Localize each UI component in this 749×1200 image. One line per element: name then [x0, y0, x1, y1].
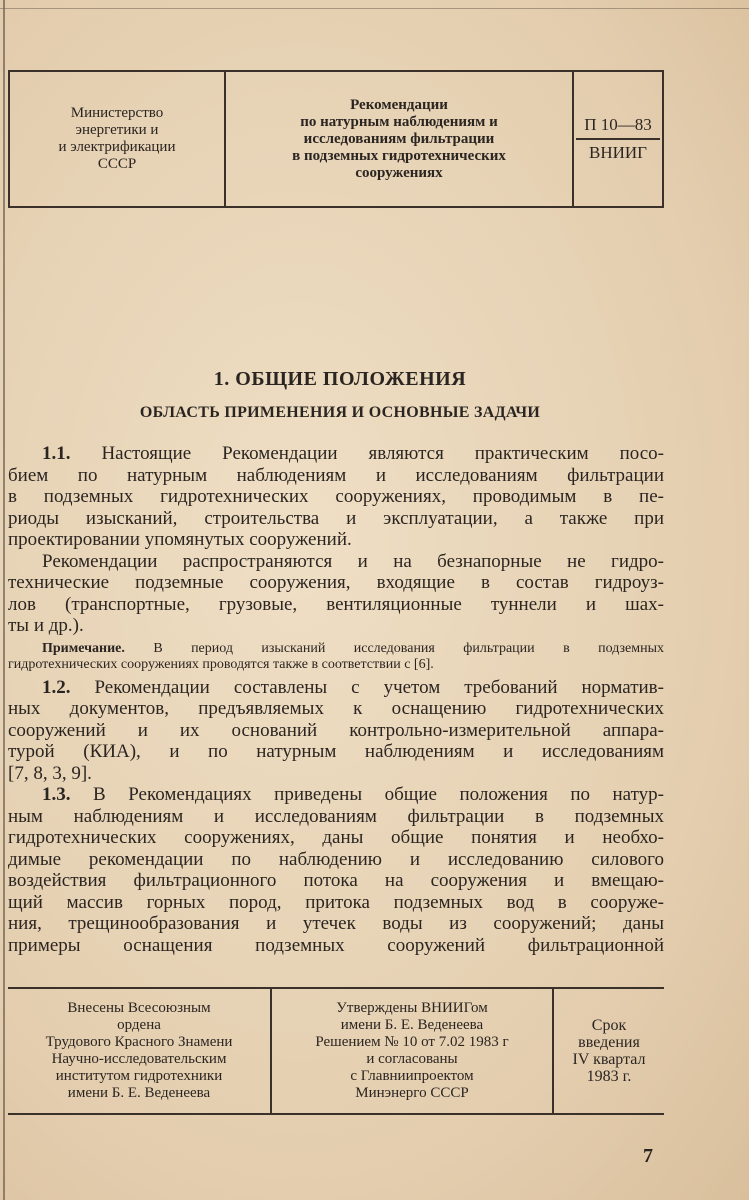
- ministry-line: и электрификации: [58, 139, 176, 155]
- note-line: гидротехнических сооружениях проводятся также в соответствии с [6].: [8, 656, 434, 672]
- submitted-line: Научно-исследовательским: [51, 1051, 227, 1067]
- title-line: по натурным наблюдениям и: [300, 113, 498, 130]
- paragraph-line: бием по натурным наблюдениям и исследованиям фильтрации: [8, 464, 664, 486]
- page-edge-line: [3, 0, 5, 1200]
- submitted-line: ордена: [117, 1017, 161, 1033]
- body-text: [8, 443, 664, 956]
- submitted-line: имени Б. Е. Веденеева: [67, 1085, 211, 1101]
- subsection-title: ОБЛАСТЬ ПРИМЕНЕНИЯ И ОСНОВНЫЕ ЗАДАЧИ: [139, 404, 541, 421]
- note: [8, 641, 664, 673]
- page-number: 7: [643, 1145, 653, 1167]
- paragraph-line: ты и др.).: [8, 615, 84, 636]
- submitted-line: Внесены Всесоюзным: [67, 1000, 211, 1016]
- term-line: Срок: [591, 1017, 627, 1034]
- paragraph-line: Рекомендации распространяются и на безнапорные не гидро-: [42, 550, 664, 572]
- paragraph-line: сооружений и их оснований контрольно-измерительной аппара-: [8, 719, 664, 741]
- paragraph-line: турой (КИА), и по натурным наблюдениям и исследованиям: [8, 741, 664, 762]
- ministry-line: СССР: [97, 156, 137, 172]
- ministry-line: энергетики и: [75, 122, 159, 138]
- paragraph-line: проектировании упомянутых сооружений.: [8, 529, 352, 550]
- paragraph-line: примеры оснащения подземных сооружений фильтрационной: [8, 934, 664, 956]
- note-line: В период изысканий исследования фильтрации в подземных: [153, 640, 664, 656]
- paragraph-number: 1.1.: [42, 443, 71, 464]
- approved-line: Утверждены ВНИИГом: [336, 1000, 488, 1016]
- term-line: IV квартал: [572, 1051, 646, 1068]
- paragraph-line: риоды изысканий, строительства и эксплуатации, а также при: [8, 507, 664, 529]
- paragraph-line: димые рекомендации по наблюдению и исследованию силового: [8, 848, 664, 870]
- paragraph-number: 1.3.: [42, 784, 71, 805]
- approved-line: имени Б. Е. Веденеева: [340, 1017, 484, 1033]
- page-top-line: [0, 8, 749, 9]
- approved-line: с Главниипроектом: [350, 1068, 474, 1084]
- paragraph-line: гидротехнических сооружениях, даны общие понятия и необхо-: [8, 827, 664, 848]
- paragraph-line: щий массив горных пород, притока подземных вод в сооруже-: [8, 891, 664, 913]
- paragraph-line: 1.1. Настоящие Рекомендации являются практическим посо-: [42, 443, 664, 464]
- title-line: в подземных гидротехнических: [292, 147, 506, 164]
- paragraph-line: 1.2. Рекомендации составлены с учетом требований норматив-: [42, 676, 664, 698]
- submitted-by-cell: [8, 989, 272, 1113]
- document-code: П 10—83: [576, 115, 660, 140]
- submitted-line: институтом гидротехники: [55, 1068, 223, 1084]
- document-org: ВНИИГ: [589, 143, 647, 162]
- paragraph-line: ния, трещинообразования и утечек воды из сооружений; даны: [8, 913, 664, 934]
- note-label: Примечание.: [42, 640, 125, 656]
- paragraph-line: ных документов, предъявляемых к оснащению гидротехнических: [8, 698, 664, 719]
- paragraph-line: [7, 8, 3, 9].: [8, 762, 92, 784]
- approved-line: Решением № 10 от 7.02 1983 г: [315, 1034, 509, 1050]
- approved-by-cell: [272, 989, 554, 1113]
- paragraph-line: 1.3. В Рекомендациях приведены общие положения по натур-: [42, 784, 665, 805]
- term-line: 1983 г.: [586, 1068, 632, 1085]
- paragraph-number: 1.2.: [42, 676, 71, 698]
- title-line: сооружениях: [355, 164, 443, 181]
- submitted-line: Трудового Красного Знамени: [45, 1034, 233, 1050]
- paragraph-line: технические подземные сооружения, входящие в состав гидроуз-: [8, 572, 664, 593]
- title-line: Рекомендации: [350, 96, 448, 113]
- paragraph-line: в подземных гидротехнических сооружениях, проводимым в пе-: [8, 486, 664, 507]
- section-title: 1. ОБЩИЕ ПОЛОЖЕНИЯ: [213, 368, 467, 390]
- document-code-cell: [574, 72, 662, 206]
- footer-table: [8, 987, 664, 1115]
- term-line: введения: [578, 1034, 640, 1051]
- paragraph-line: воздействия фильтрационного потока на сооружения и вмещаю-: [8, 870, 664, 891]
- effective-date-cell: [554, 989, 664, 1113]
- paragraph-line: лов (транспортные, грузовые, вентиляционные туннели и шах-: [8, 593, 664, 615]
- header-table: [8, 70, 664, 208]
- approved-line: Минэнерго СССР: [355, 1085, 469, 1101]
- document-title-cell: [226, 72, 574, 206]
- ministry-line: Министерство: [70, 105, 164, 121]
- ministry-cell: [10, 72, 226, 206]
- title-line: исследованиям фильтрации: [303, 130, 495, 147]
- paragraph-line: ным наблюдениям и исследованиям фильтрации в подземных: [8, 805, 664, 827]
- approved-line: и согласованы: [366, 1051, 458, 1067]
